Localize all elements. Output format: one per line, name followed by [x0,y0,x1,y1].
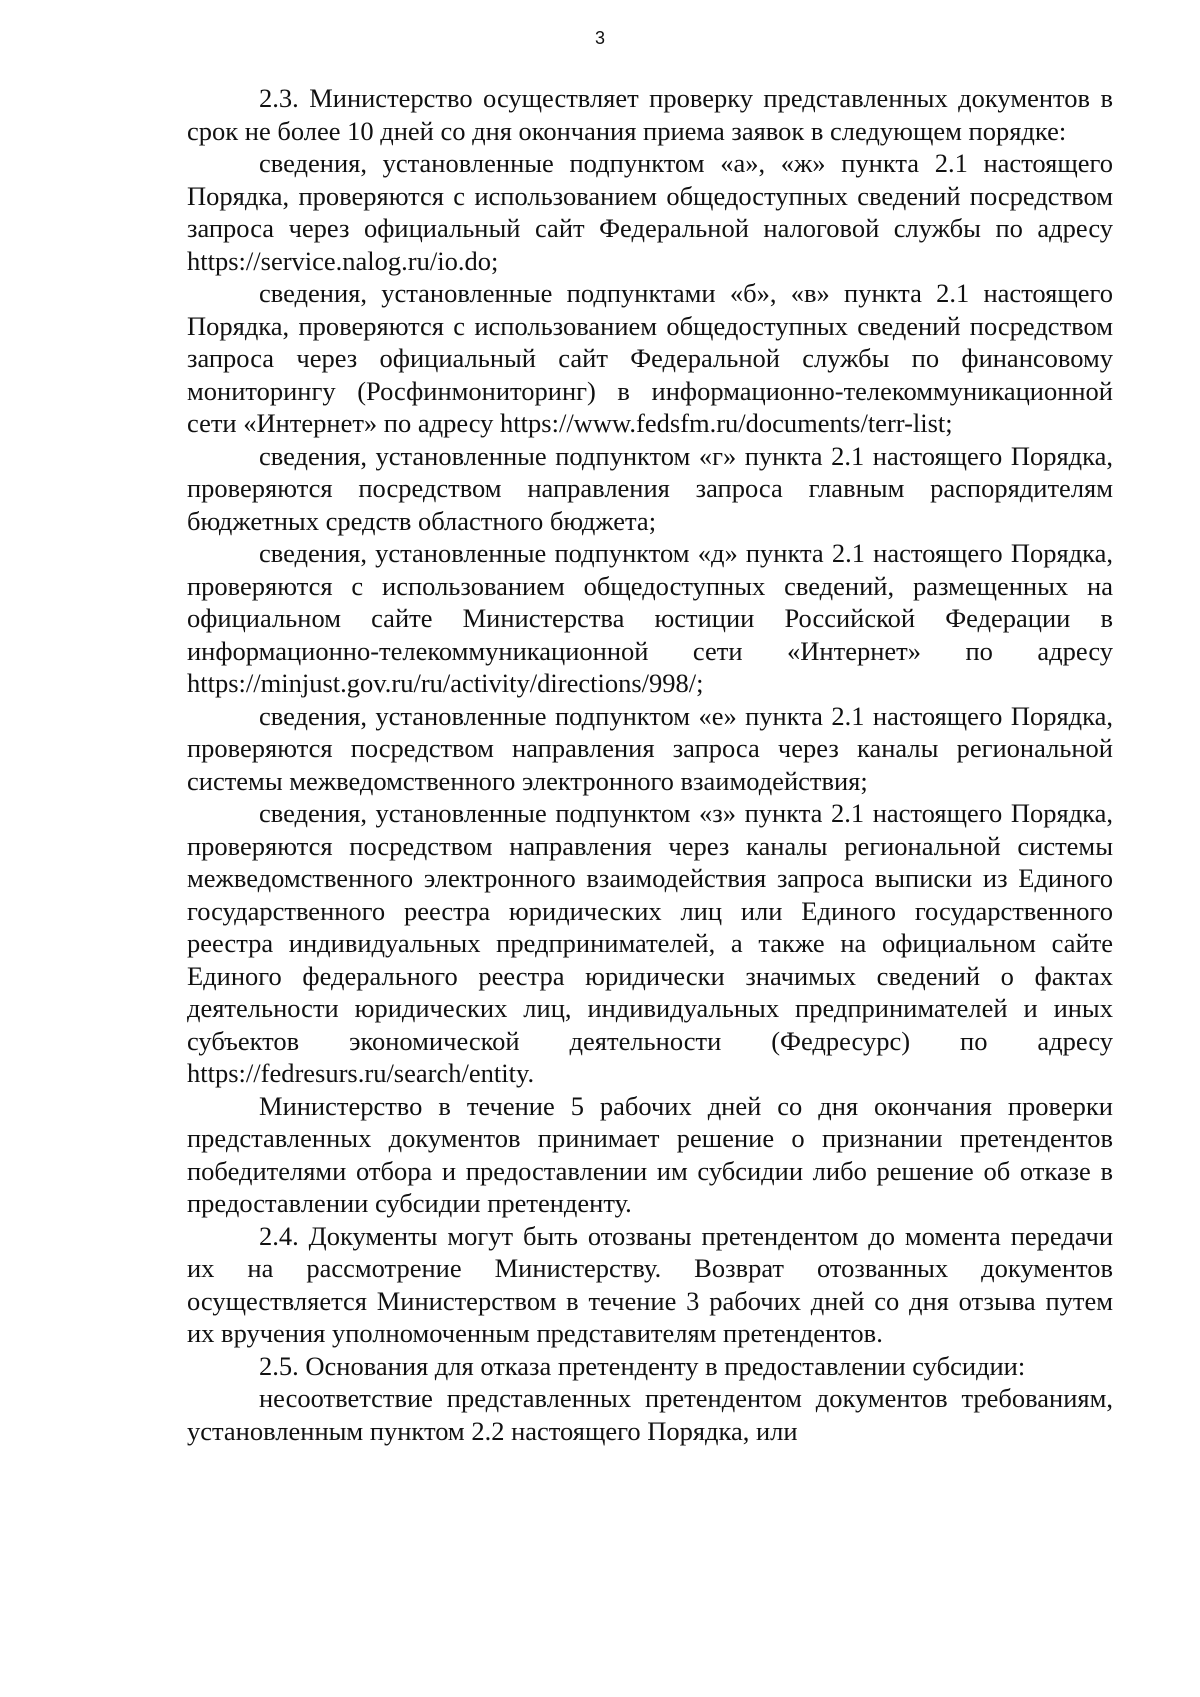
paragraph-ministry-decision: Министерство в течение 5 рабочих дней со дня окончания проверки представленных документов принимает решение о признании претендентов победителями отбора и предоставлении им субсидии либо решение об отказе в предоставлении субсидии претенденту. [187,1090,1113,1218]
paragraph-2-5-refusal-grounds: 2.5. Основания для отказа претенденту в предоставлении субсидии: [259,1350,1026,1381]
page-number: 3 [594,28,605,48]
paragraph-subitem-a-zh-tax-service: сведения, установленные подпунктом «а», «ж» пункта 2.1 настоящего Порядка, проверяются с использованием общедоступных сведений посредством запроса через официальный сайт Федеральной налоговой службы по адресу https://service.nalog.ru/io.do; [187,148,1113,276]
paragraph-refusal-nonconformity: несоответствие представленных претендентом документов требованиям, установленным пунктом 2.2 настоящего Порядка, или [187,1383,1113,1446]
paragraph-subitem-e-interagency-system: сведения, установленные подпунктом «е» пункта 2.1 настоящего Порядка, проверяются посредством направления запроса через каналы региональной системы межведомственного электронного взаимодействия; [187,700,1113,796]
paragraph-subitem-b-v-rosfinmonitoring: сведения, установленные подпунктами «б», «в» пункта 2.1 настоящего Порядка, проверяются с использованием общедоступных сведений посредством запроса через официальный сайт Федеральной службы по финансовому мониторингу (Росфинмониторинг) в информационно-телекоммуникационной сети «Интернет» по адресу https://www.fedsfm.ru/documents/terr-list; [187,278,1113,438]
paragraph-subitem-g-budget-managers: сведения, установленные подпунктом «г» пункта 2.1 настоящего Порядка, проверяются посредством направления запроса главным распорядителям бюджетных средств областного бюджета; [187,440,1113,536]
paragraph-2-4-document-withdrawal: 2.4. Документы могут быть отозваны претендентом до момента передачи их на рассмотрение Министерству. Возврат отозванных документов осуществляется Министерством в течение 3 рабочих дней со дня отзыва путем их вручения уполномоченным представителям претендентов. [187,1220,1113,1348]
document-body [187,82,1113,1447]
paragraph-subitem-d-ministry-of-justice: сведения, установленные подпунктом «д» пункта 2.1 настоящего Порядка, проверяются с использованием общедоступных сведений, размещенных на официальном сайте Министерства юстиции Российской Федерации в информационно-телекоммуникационной сети «Интернет» по адресу https://minjust.gov.ru/ru/activity/directions/998/; [187,538,1113,698]
paragraph-subitem-z-registry-fedresurs: сведения, установленные подпунктом «з» пункта 2.1 настоящего Порядка, проверяются посредством направления через каналы региональной системы межведомственного электронного взаимодействия запроса выписки из Единого государственного реестра юридических лиц или Единого государственного реестра индивидуальных предпринимателей, а также на официальном сайте Единого федерального реестра юридически значимых сведений о фактах деятельности юридических лиц, индивидуальных предпринимателей и иных субъектов экономической деятельности (Федресурс) по адресу https://fedresurs.ru/search/entity. [187,798,1113,1088]
paragraph-2-3-verification-intro: 2.3. Министерство осуществляет проверку представленных документов в срок не более 10 дней со дня окончания приема заявок в следующем порядке: [187,83,1113,146]
